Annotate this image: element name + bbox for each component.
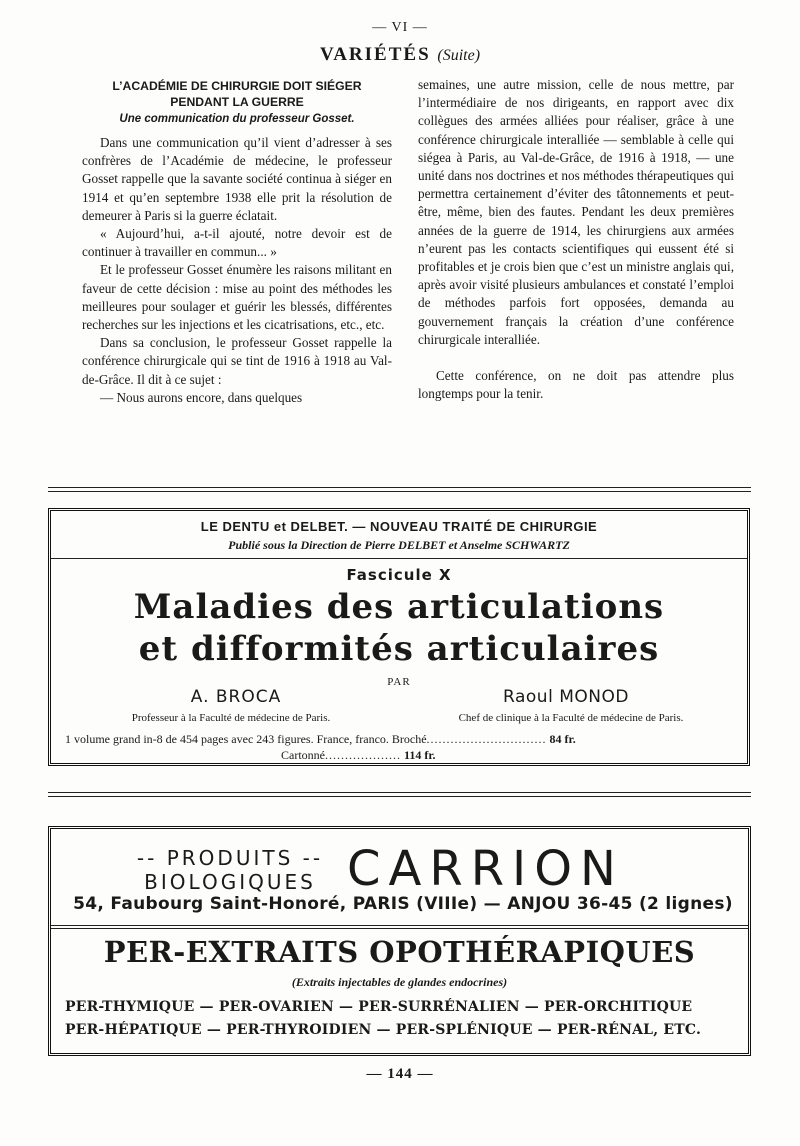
ad-par: PAR	[387, 676, 411, 688]
ad-headline: PER-EXTRAITS OPOTHÉRAPIQUES	[103, 935, 696, 969]
page-folio-top: — VI —	[372, 20, 428, 35]
section-title-text: VARIÉTÉS	[319, 44, 431, 65]
ad-address: 54, Faubourg Saint-Honoré, PARIS (VIIIe) — ANJOU 36-45 (2 lignes)	[73, 894, 733, 914]
ad-price-2-dots: ...................	[325, 748, 401, 762]
ad-products-line-1: PER-THYMIQUE — PER-OVARIEN — PER-SURRÉNALIEN — PER-ORCHITIQUE	[65, 999, 693, 1015]
ad-price-1-text: 1 volume grand in-8 de 454 pages avec 243 figures. France, franco. Broché	[65, 732, 427, 746]
book-advertisement	[48, 508, 750, 766]
divider	[48, 487, 751, 488]
ad-biologiques: BIOLOGIQUES	[144, 870, 316, 894]
ad-subline: (Extraits injectables de glandes endocrines)	[291, 975, 508, 989]
section-title-suffix: (Suite)	[437, 47, 481, 64]
article-left-column	[82, 134, 392, 407]
divider	[51, 925, 748, 926]
article-heading	[82, 78, 392, 110]
divider	[48, 796, 751, 797]
divider	[51, 558, 747, 559]
article-paragraph: Dans une communication qu’il vient d’adresser à ses confrères de l’Académie de médecine, le professeur Gosset rappelle que la savante société continua à siéger en 1914 et qu’en septembre 1938 elle prit la résolution de demeurer à Paris si la guerre éclatait.	[82, 135, 392, 223]
ad-price-2-text: Cartonné	[281, 748, 325, 762]
ad-direction-line: Publié sous la Direction de Pierre DELBET et Anselme SCHWARTZ	[228, 538, 570, 552]
article-right-column	[418, 76, 734, 403]
article-heading-line-2: PENDANT LA GUERRE	[170, 95, 304, 109]
article-paragraph: Dans sa conclusion, le professeur Gosset rappelle la conférence chirurgicale qui se tint de 1916 à 1918 au Val-de-Grâce. Il dit à ce sujet :	[82, 335, 392, 387]
ad-produits: -- PRODUITS --	[136, 846, 324, 870]
ad-price-2-value: 114 fr.	[404, 748, 436, 762]
ad-author-2: Raoul MONOD	[503, 687, 629, 707]
ad-price-1-value: 84 fr.	[549, 732, 576, 746]
article-paragraph: « Aujourd’hui, a-t-il ajouté, notre devoir est de continuer à travailler en commun... »	[82, 226, 392, 260]
article-subheading: Une communication du professeur Gosset.	[119, 113, 355, 125]
ad-book-title-line-2: et difformités articulaires	[138, 629, 660, 669]
ad-author-1: A. BROCA	[190, 687, 282, 707]
ad-price-1-dots: ..............................	[426, 732, 547, 746]
ad-fascicule: Fascicule X	[346, 566, 452, 584]
divider	[51, 928, 748, 929]
article-paragraph: Et le professeur Gosset énumère les raisons militant en faveur de cette décision : mise au point des méthodes les meilleures pour soulager et guérir les blessés, différentes recherches sur les injections et les cicatrisations, etc., etc.	[82, 262, 392, 333]
article-paragraph: — Nous aurons encore, dans quelques	[100, 389, 303, 405]
ad-products-line-2: PER-HÉPATIQUE — PER-THYROIDIEN — PER-SPLÉNIQUE — PER-RÉNAL, ETC.	[65, 1022, 702, 1038]
divider	[48, 792, 751, 793]
carrion-advertisement	[48, 826, 751, 1056]
article-paragraph: semaines, une autre mission, celle de nous mettre, par l’intermédiaire de nos dirigeants, en rapport avec dix collègues des armées alliées pour réaliser, grâce à une conférence chirurgicale interalliée — semblable à celle qui siégea à Paris, au Val-de-Grâce, de 1916 à 1918, — une unité dans nos doctrines et nos méthodes thérapeutiques qui permettra certainement d’éviter des tâtonnements et peut-être, même, bien des fautes. Pendant les deux premières années de la guerre de 1914, les chirurgiens aux armées n’eurent pas les contacts scientifiques qui eussent été si profitables et je crois bien que c’est un ministre anglais qui, après avoir visité plusieurs ambulances et constaté l’emploi de méthodes parfois fort opposées, demanda au gouvernement français la création d’une conférence chirurgicale interalliée.	[418, 77, 734, 347]
ad-author-1-affiliation: Professeur à la Faculté de médecine de Paris.	[131, 712, 331, 724]
article-paragraph: Cette conférence, on ne doit pas attendre plus longtemps pour la tenir.	[418, 368, 734, 402]
section-title	[0, 44, 800, 66]
ad-price-line-1	[65, 732, 735, 747]
ad-price-line-2	[281, 748, 701, 763]
page-number: — 144 —	[366, 1066, 434, 1082]
ad-author-2-affiliation: Chef de clinique à la Faculté de médecine de Paris.	[458, 712, 684, 724]
divider	[48, 491, 751, 492]
article-heading-line-1: L’ACADÉMIE DE CHIRURGIE DOIT SIÉGER	[112, 79, 362, 93]
ad-brand-carrion: CARRION	[347, 841, 624, 897]
ad-series-line: LE DENTU et DELBET. — NOUVEAU TRAITÉ DE CHIRURGIE	[200, 519, 598, 534]
ad-book-title-line-1: Maladies des articulations	[133, 587, 665, 627]
